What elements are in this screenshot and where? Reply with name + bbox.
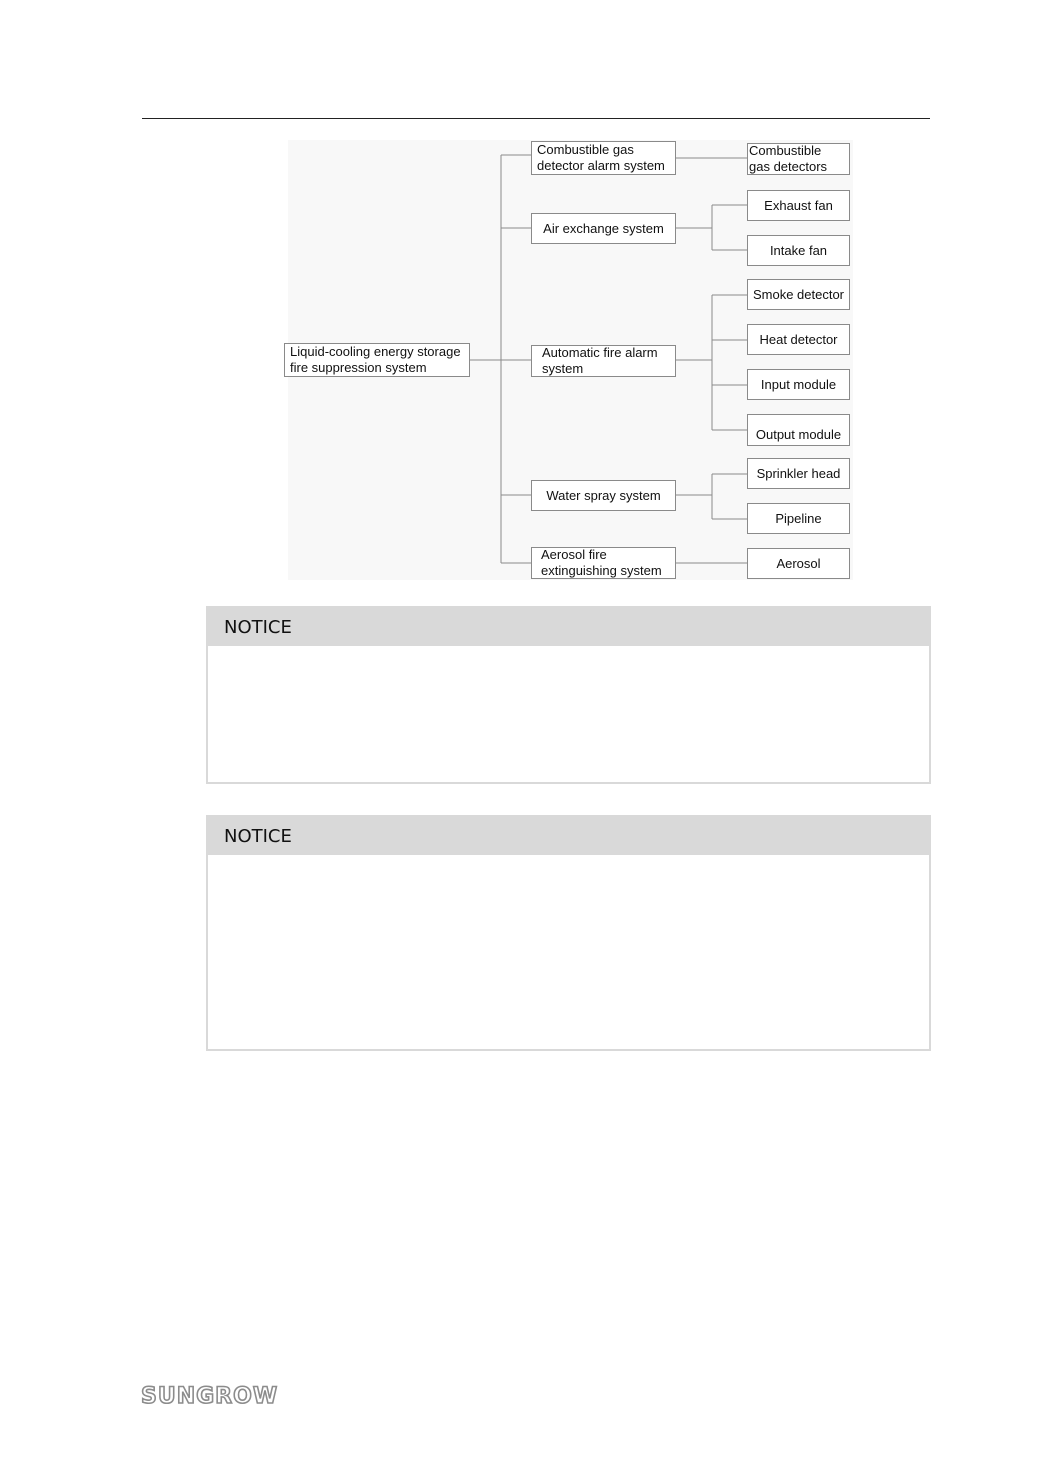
system-box-water-spray: Water spray system (531, 480, 676, 511)
notice-box-2 (206, 815, 931, 1051)
header-rule (142, 118, 930, 119)
notice-title: NOTICE (208, 817, 929, 855)
notice-title: NOTICE (208, 608, 929, 646)
component-box-exhaust-fan: Exhaust fan (747, 190, 850, 221)
notice-box-1 (206, 606, 931, 784)
component-box-input-module: Input module (747, 369, 850, 400)
system-box-fire-alarm: Automatic fire alarm system (531, 345, 676, 377)
component-box-output-module: Output module (747, 414, 850, 446)
component-box-heat-detector: Heat detector (747, 324, 850, 355)
component-box-sprinkler-head: Sprinkler head (747, 458, 850, 489)
component-box-pipeline: Pipeline (747, 503, 850, 534)
component-box-gas-detectors: Combustible gas detectors (747, 143, 850, 175)
system-box-aerosol: Aerosol fire extinguishing system (531, 547, 676, 579)
fire-suppression-tree-diagram (283, 140, 853, 580)
component-box-intake-fan: Intake fan (747, 235, 850, 266)
system-box-gas-detector: Combustible gas detector alarm system (531, 141, 676, 175)
sungrow-logo: SUNGROW (141, 1384, 279, 1409)
component-box-aerosol: Aerosol (747, 548, 850, 579)
root-box: Liquid-cooling energy storage fire suppression system (284, 343, 470, 377)
component-box-smoke-detector: Smoke detector (747, 279, 850, 310)
system-box-air-exchange: Air exchange system (531, 213, 676, 244)
